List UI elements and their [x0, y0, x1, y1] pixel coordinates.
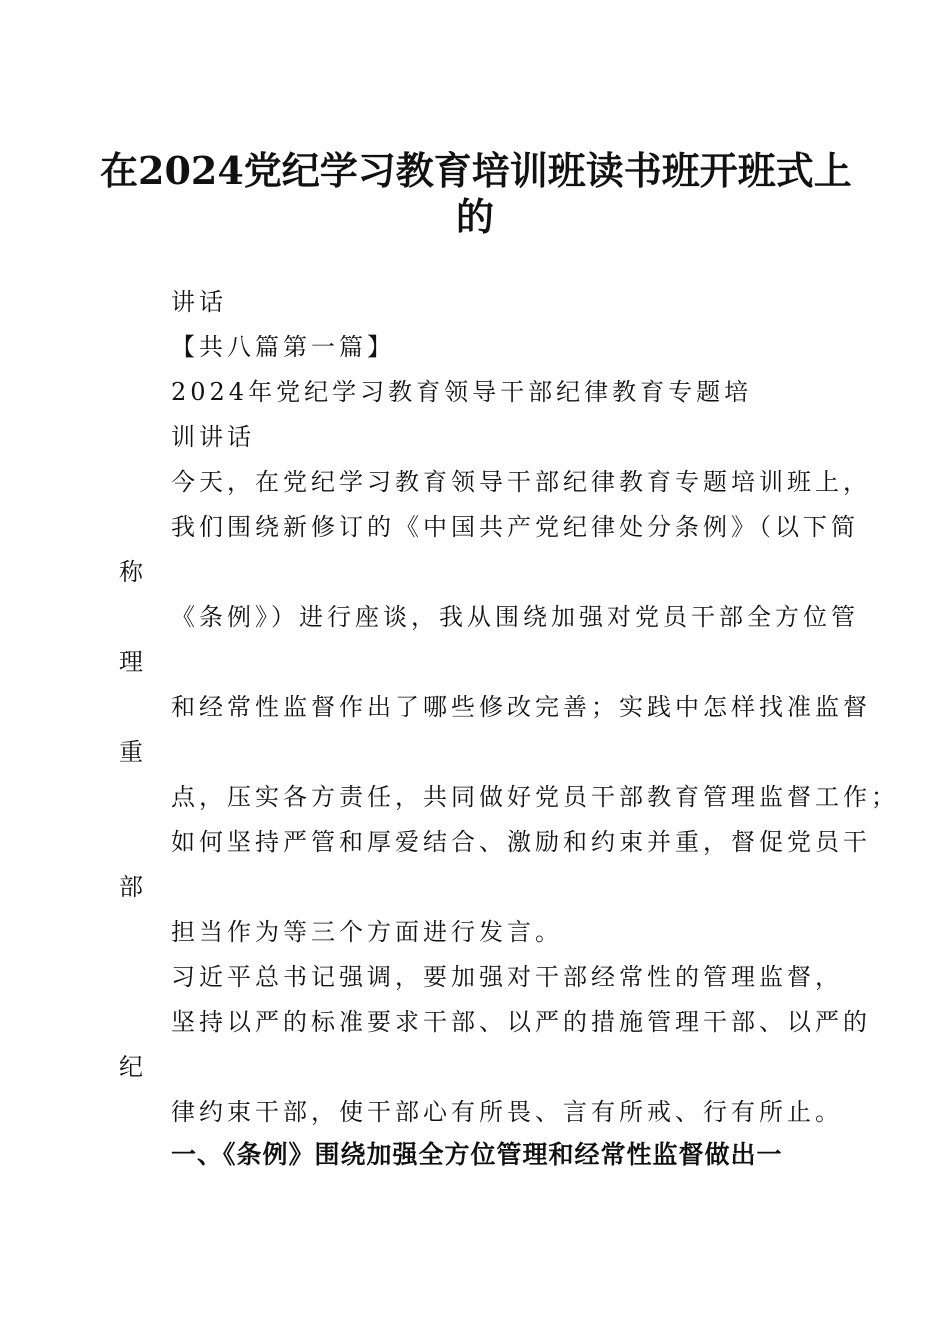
- paragraph-line: 我们围绕新修订的《中国共产党纪律处分条例》（以下简: [171, 513, 859, 541]
- paragraph-line: 担当作为等三个方面进行发言。: [171, 918, 563, 946]
- paragraph-line: 《条例》）进行座谈，我从围绕加强对党员干部全方位管: [171, 603, 859, 631]
- paragraph-line: 称: [119, 558, 147, 586]
- section-heading: 一、《条例》围绕加强全方位管理和经常性监督做出一: [171, 1140, 783, 1169]
- paragraph-line: 2024年党纪学习教育领导干部纪律教育专题培: [171, 378, 753, 406]
- paragraph-line: 和经常性监督作出了哪些修改完善；实践中怎样找准监督: [171, 693, 871, 721]
- paragraph-line: 如何坚持严管和厚爱结合、激励和约束并重，督促党员干: [171, 828, 871, 856]
- paragraph-line: 理: [119, 648, 147, 676]
- paragraph-line: 今天，在党纪学习教育领导干部纪律教育专题培训班上，: [171, 468, 871, 496]
- paragraph-line: 训讲话: [171, 423, 255, 451]
- document-title-line-1: 在2024党纪学习教育培训班读书班开班式上: [100, 148, 852, 193]
- paragraph-line: 律约束干部，使干部心有所畏、言有所戒、行有所止。: [171, 1098, 843, 1126]
- paragraph-line: 点，压实各方责任，共同做好党员干部教育管理监督工作；: [171, 783, 899, 811]
- paragraph-line: 习近平总书记强调，要加强对干部经常性的管理监督，: [171, 963, 843, 991]
- paragraph-line: 【共八篇第一篇】: [171, 333, 395, 361]
- document-title-line-2: 的: [455, 194, 494, 239]
- paragraph-line: 讲话: [171, 288, 227, 316]
- paragraph-line: 纪: [119, 1053, 147, 1081]
- paragraph-line: 坚持以严的标准要求干部、以严的措施管理干部、以严的: [171, 1008, 871, 1036]
- paragraph-line: 重: [119, 738, 147, 766]
- paragraph-line: 部: [119, 873, 147, 901]
